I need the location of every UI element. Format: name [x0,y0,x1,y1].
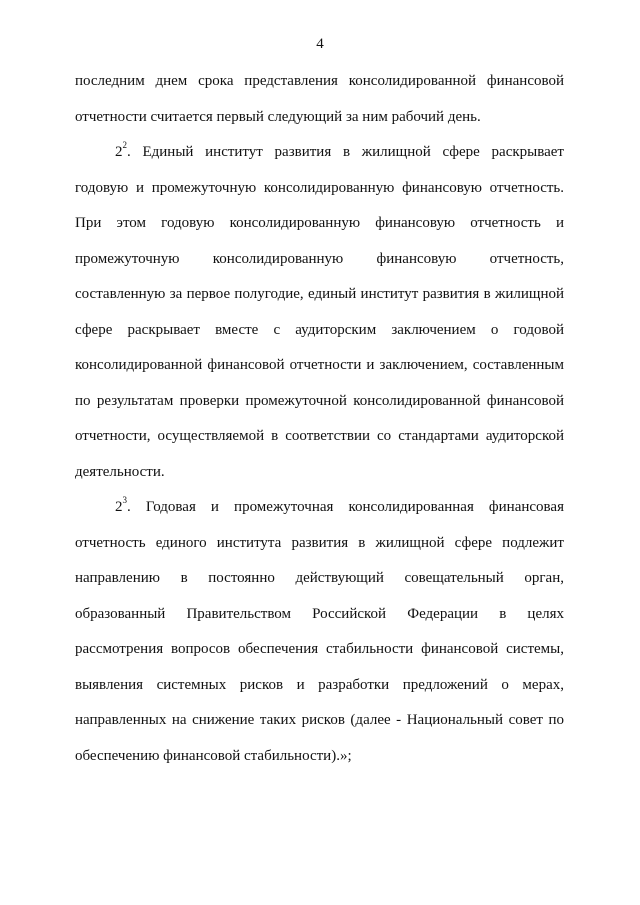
paragraph-text: . Годовая и промежуточная консолидированная финансовая отчетность единого института развития в жилищной сфере подлежит направлению в постоянно действующий совещательный орган, образованный Правительством Российской Федерации в целях рассмотрения вопросов обеспечения стабильности финансовой системы, выявления системных рисков и разработки предложений о мерах, направленных на снижение таких рисков (далее - Национальный совет по обеспечению финансовой стабильности).»; [75,499,564,764]
clause-number [115,495,127,515]
clause-number-base: 2 [115,144,123,160]
paragraph-2-2 [75,135,564,490]
paragraph-continuation [75,64,564,135]
page-number: 4 [316,36,324,52]
clause-number-superscript: 3 [122,495,127,505]
paragraph-2-3 [75,490,564,774]
paragraph-text: последним днем срока представления консолидированной финансовой отчетности считается первый следующий за ним рабочий день. [75,73,564,125]
clause-number-superscript: 2 [122,140,127,150]
document-body [75,64,564,774]
paragraph-text: . Единый институт развития в жилищной сфере раскрывает годовую и промежуточную консолидированную финансовую отчетность. При этом годовую консолидированную финансовую отчетность и промежуточную консолидированную финансовую отчетность, составленную за первое полугодие, единый институт развития в жилищной сфере раскрывает вместе с аудиторским заключением о годовой консолидированной финансовой отчетности и заключением, составленным по результатам проверки промежуточной консолидированной финансовой отчетности, осуществляемой в соответствии со стандартами аудиторской деятельности. [75,144,564,480]
clause-number [115,140,127,160]
clause-number-base: 2 [115,499,123,515]
